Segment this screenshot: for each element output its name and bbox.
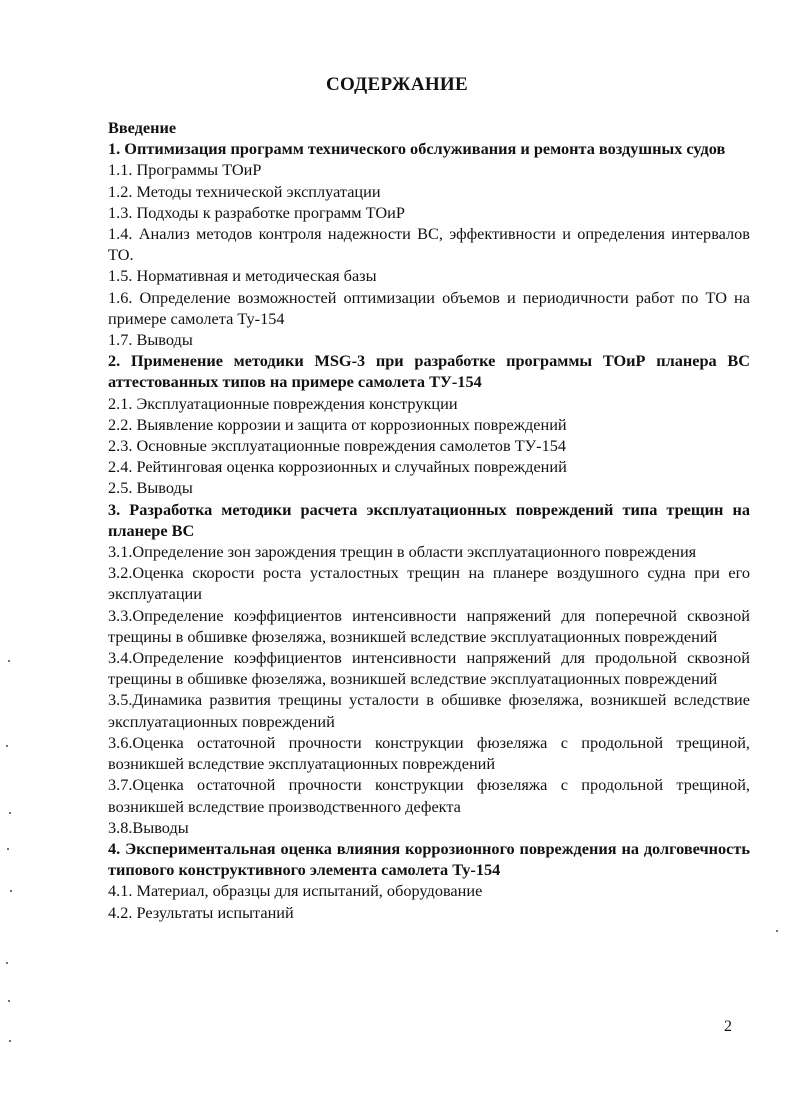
toc-section-2-3: 2.3. Основные эксплуатационные повреждения самолетов ТУ-154	[108, 436, 567, 456]
toc-section-3-8: 3.8.Выводы	[108, 817, 189, 837]
table-of-contents	[108, 117, 750, 923]
scan-speck	[7, 848, 9, 850]
toc-section-2-1: 2.1. Эксплуатационные повреждения конструкции	[108, 393, 458, 413]
toc-section-3-7: 3.7.Оценка остаточной прочности конструкции фюзеляжа с продольной трещиной, возникшей вследствие производственного дефекта	[108, 775, 750, 816]
toc-chapter-4: 4. Экспериментальная оценка влияния коррозионного повреждения на долговечность типового конструктивного элемента самолета Ту-154	[108, 838, 750, 880]
toc-section-2-4: 2.4. Рейтинговая оценка коррозионных и случайных повреждений	[108, 457, 567, 477]
toc-section-2-5: 2.5. Выводы	[108, 478, 193, 498]
toc-section-1-6: 1.6. Определение возможностей оптимизации объемов и периодичности работ по ТО на примере самолета Ту-154	[108, 287, 750, 328]
page-number: 2	[724, 1018, 732, 1035]
scan-speck	[8, 1000, 10, 1002]
toc-section-3-2: 3.2.Оценка скорости роста усталостных трещин на планере воздушного судна при его эксплуатации	[108, 563, 750, 604]
toc-section-1-5: 1.5. Нормативная и методическая базы	[108, 266, 377, 286]
toc-section-3-4: 3.4.Определение коэффициентов интенсивности напряжений для продольной сквозной трещины в обшивке фюзеляжа, возникшей вследствие эксплуатационных повреждений	[108, 648, 750, 689]
toc-chapter-2: 2. Применение методики MSG-3 при разработке программы ТОиР планера ВС аттестованных типов на примере самолета ТУ-154	[108, 351, 750, 392]
scan-speck	[9, 1040, 11, 1042]
scan-speck	[6, 962, 8, 964]
toc-section-1-2: 1.2. Методы технической эксплуатации	[108, 181, 381, 201]
toc-section-3-5: 3.5.Динамика развития трещины усталости в обшивке фюзеляжа, возникшей вследствие эксплуатационных повреждений	[108, 690, 750, 731]
toc-section-1-1: 1.1. Программы ТОиР	[108, 160, 262, 180]
toc-section-1-7: 1.7. Выводы	[108, 330, 193, 350]
toc-section-1-4: 1.4. Анализ методов контроля надежности ВС, эффективности и определения интервалов ТО.	[108, 224, 750, 265]
toc-section-4-1: 4.1. Материал, образцы для испытаний, оборудование	[108, 881, 483, 901]
scan-speck	[8, 660, 10, 662]
scan-speck	[10, 890, 12, 892]
toc-section-3-3: 3.3.Определение коэффициентов интенсивности напряжений для поперечной сквозной трещины в обшивке фюзеляжа, возникшей вследствие эксплуатационных повреждений	[108, 605, 750, 646]
toc-section-4-2: 4.2. Результаты испытаний	[108, 902, 294, 922]
scan-speck	[6, 745, 8, 747]
toc-chapter-3: 3. Разработка методики расчета эксплуатационных повреждений типа трещин на планере ВС	[108, 499, 750, 540]
toc-chapter-1: 1. Оптимизация программ технического обслуживания и ремонта воздушных судов	[108, 139, 726, 159]
toc-section-3-1: 3.1.Определение зон зарождения трещин в области эксплуатационного повреждения	[108, 542, 697, 562]
scan-speck	[776, 930, 778, 932]
toc-section-3-6: 3.6.Оценка остаточной прочности конструкции фюзеляжа с продольной трещиной, возникшей вследствие эксплуатационных повреждений	[108, 732, 750, 774]
page-title: СОДЕРЖАНИЕ	[326, 74, 468, 95]
scan-speck	[9, 812, 11, 814]
toc-section-2-2: 2.2. Выявление коррозии и защита от коррозионных повреждений	[108, 414, 567, 434]
toc-entry-intro: Введение	[108, 118, 177, 137]
toc-section-1-3: 1.3. Подходы к разработке программ ТОиР	[108, 202, 405, 222]
